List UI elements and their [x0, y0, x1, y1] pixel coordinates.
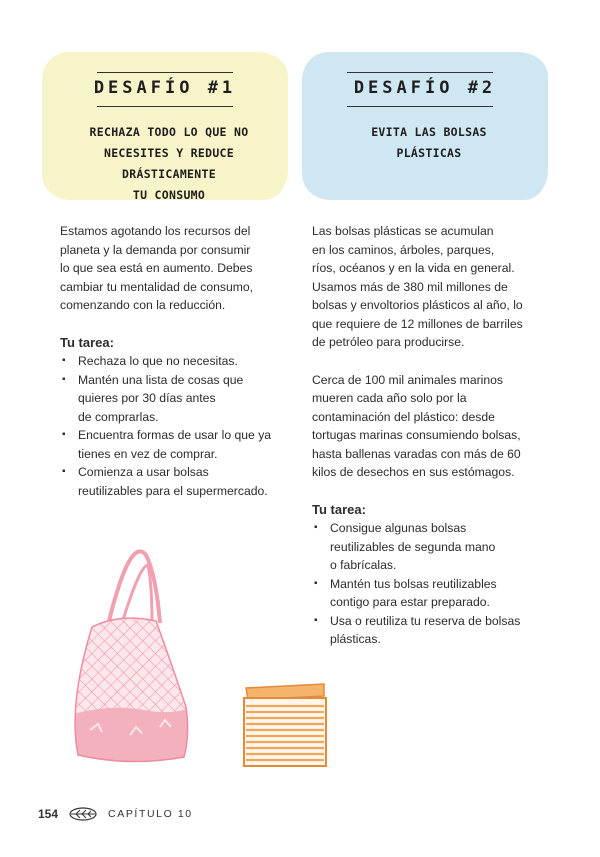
challenge-1-subtitle: RECHAZA TODO LO QUE NO NECESITES Y REDUCE DRÁSTICAMENTE TU CONSUMO: [89, 125, 249, 202]
challenge-2-body: [312, 222, 557, 649]
page-number: 154: [38, 807, 59, 821]
challenge-2-subtitle: EVITA LAS BOLSAS PLÁSTICAS: [371, 125, 487, 160]
list-item: ▪ Encuentra formas de usar lo que ya tienes en vez de comprar.: [62, 428, 272, 461]
task-heading: Tu tarea:: [60, 334, 114, 350]
title-rule-bottom: [97, 106, 233, 107]
leaf-icon: [68, 806, 98, 822]
task-list: [60, 352, 290, 500]
page-footer: [38, 806, 193, 822]
task-heading: Tu tarea:: [312, 501, 366, 517]
challenge-1-paragraph: Estamos agotando los recursos del planeta y la demanda por consumir lo que sea está en aumento. Debes cambiar tu mentalidad de consumo, comenzando con la reducción.: [60, 224, 254, 312]
challenge-2-card: [302, 52, 548, 200]
list-item: ▪ Mantén una lista de cosas que quieres por 30 días antes de comprarlas.: [62, 372, 244, 424]
challenge-2-paragraph-2: Cerca de 100 mil animales marinos mueren cada año solo por la contaminación del plástico: desde tortugas marinas consumiendo bolsas, hasta ballenas varadas con más de 60 kilos de desechos en sus estómagos.: [312, 372, 521, 479]
paper-bag-illustration: [238, 680, 333, 770]
challenge-1-card: [42, 52, 288, 200]
title-rule-bottom: [347, 106, 493, 107]
list-item: ▪ Mantén tus bolsas reutilizables contigo para estar preparado.: [314, 576, 497, 609]
title-rule-top: [97, 72, 233, 73]
challenge-2-paragraph-1: Las bolsas plásticas se acumulan en los caminos, árboles, parques, ríos, océanos y en la vida en general. Usamos más de 380 mil millones de bolsas y envoltorios plásticos al año, lo que requiere de 12 millones de barriles de petróleo para producirse.: [312, 224, 523, 349]
list-item: ▪ Usa o reutiliza tu reserva de bolsas plásticas.: [314, 613, 521, 646]
mesh-bag-illustration: [60, 545, 220, 770]
list-item: ▪ Consigue algunas bolsas reutilizables de segunda mano o fabrícalas.: [314, 521, 496, 572]
title-rule-top: [347, 72, 493, 73]
challenge-2-title: DESAFÍO #2: [353, 78, 497, 98]
list-item: ▪ Rechaza lo que no necesitas.: [62, 354, 238, 368]
task-list: [312, 519, 557, 649]
list-item: ▪ Comienza a usar bolsas reutilizables para el supermercado.: [62, 465, 268, 498]
challenge-1-title: DESAFÍO #1: [93, 78, 237, 98]
challenge-1-body: [60, 222, 290, 500]
chapter-label: CAPÍTULO 10: [108, 808, 193, 820]
